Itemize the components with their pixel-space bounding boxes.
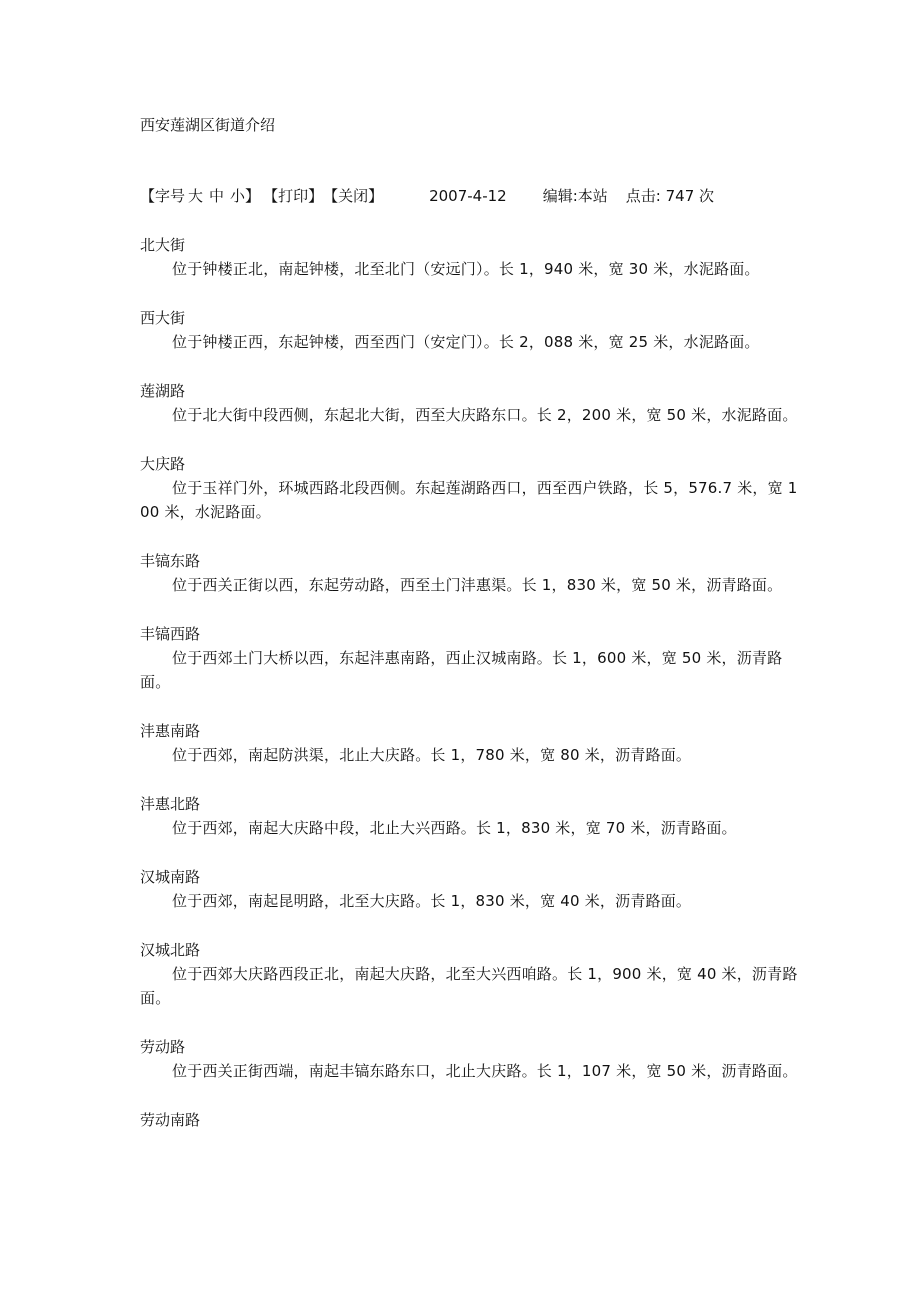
street-entry [140,233,804,281]
street-entry [140,865,804,913]
street-entry [140,938,804,1010]
publish-date: 2007-4-12 [429,187,507,205]
street-entry [140,1035,804,1083]
street-name: 大庆路 [140,455,186,473]
street-entry [140,622,804,694]
street-description: 位于西郊大庆路西段正北，南起大庆路，北至大兴西咱路。长 1，900 米，宽 40 米，沥青路面。 [140,965,798,1007]
street-name: 劳动路 [140,1038,186,1056]
street-name: 沣惠北路 [140,795,201,813]
street-name: 莲湖路 [140,382,186,400]
street-name: 北大街 [140,236,186,254]
font-size-large-link[interactable]: 大 [188,187,204,205]
font-size-label: 【字号 [140,187,186,205]
close-link[interactable]: 【关闭】 [323,187,384,205]
street-entry [140,549,804,597]
street-description: 位于西关正街西端，南起丰镐东路东口，北止大庆路。长 1，107 米，宽 50 米，沥青路面。 [172,1062,798,1080]
street-description: 位于钟楼正西，东起钟楼，西至西门（安定门）。长 2，088 米，宽 25 米，水泥路面。 [172,333,760,351]
street-description: 位于西郊，南起防洪渠，北止大庆路。长 1，780 米，宽 80 米，沥青路面。 [172,746,692,764]
street-entry [140,306,804,354]
street-name: 丰镐东路 [140,552,201,570]
print-link[interactable]: 【打印】 [263,187,324,205]
street-entry [140,792,804,840]
street-description: 位于西关正街以西，东起劳动路，西至土门沣惠渠。长 1，830 米，宽 50 米，沥青路面。 [172,576,783,594]
click-count: 点击: 747 次 [625,187,715,205]
street-name: 西大街 [140,309,186,327]
street-name: 汉城南路 [140,868,201,886]
street-description: 位于玉祥门外，环城西路北段西侧。东起莲湖路西口，西至西户铁路，长 5，576.7 米，宽 100 米，水泥路面。 [140,479,798,521]
street-entry [140,452,804,524]
street-entry [140,719,804,767]
street-description: 位于钟楼正北，南起钟楼，北至北门（安远门）。长 1，940 米，宽 30 米，水泥路面。 [172,260,760,278]
street-name: 劳动南路 [140,1111,201,1129]
street-description: 位于西郊，南起大庆路中段，北止大兴西路。长 1，830 米，宽 70 米，沥青路面。 [172,819,737,837]
article-toolbar [140,185,714,207]
street-name: 丰镐西路 [140,625,201,643]
street-name: 沣惠南路 [140,722,201,740]
page-title: 西安莲湖区街道介绍 [140,116,276,134]
street-entry [140,1108,804,1132]
street-description: 位于北大街中段西侧，东起北大街，西至大庆路东口。长 2，200 米，宽 50 米，水泥路面。 [172,406,798,424]
street-entry [140,379,804,427]
street-description: 位于西郊土门大桥以西，东起沣惠南路，西止汉城南路。长 1，600 米，宽 50 米，沥青路面。 [140,649,783,691]
street-name: 汉城北路 [140,941,201,959]
font-size-medium-link[interactable]: 中 [209,187,225,205]
street-description: 位于西郊，南起昆明路，北至大庆路。长 1，830 米，宽 40 米，沥青路面。 [172,892,692,910]
street-list [140,233,804,1157]
font-size-small-link[interactable]: 小】 [230,187,261,205]
editor-credit: 编辑:本站 [542,187,608,205]
